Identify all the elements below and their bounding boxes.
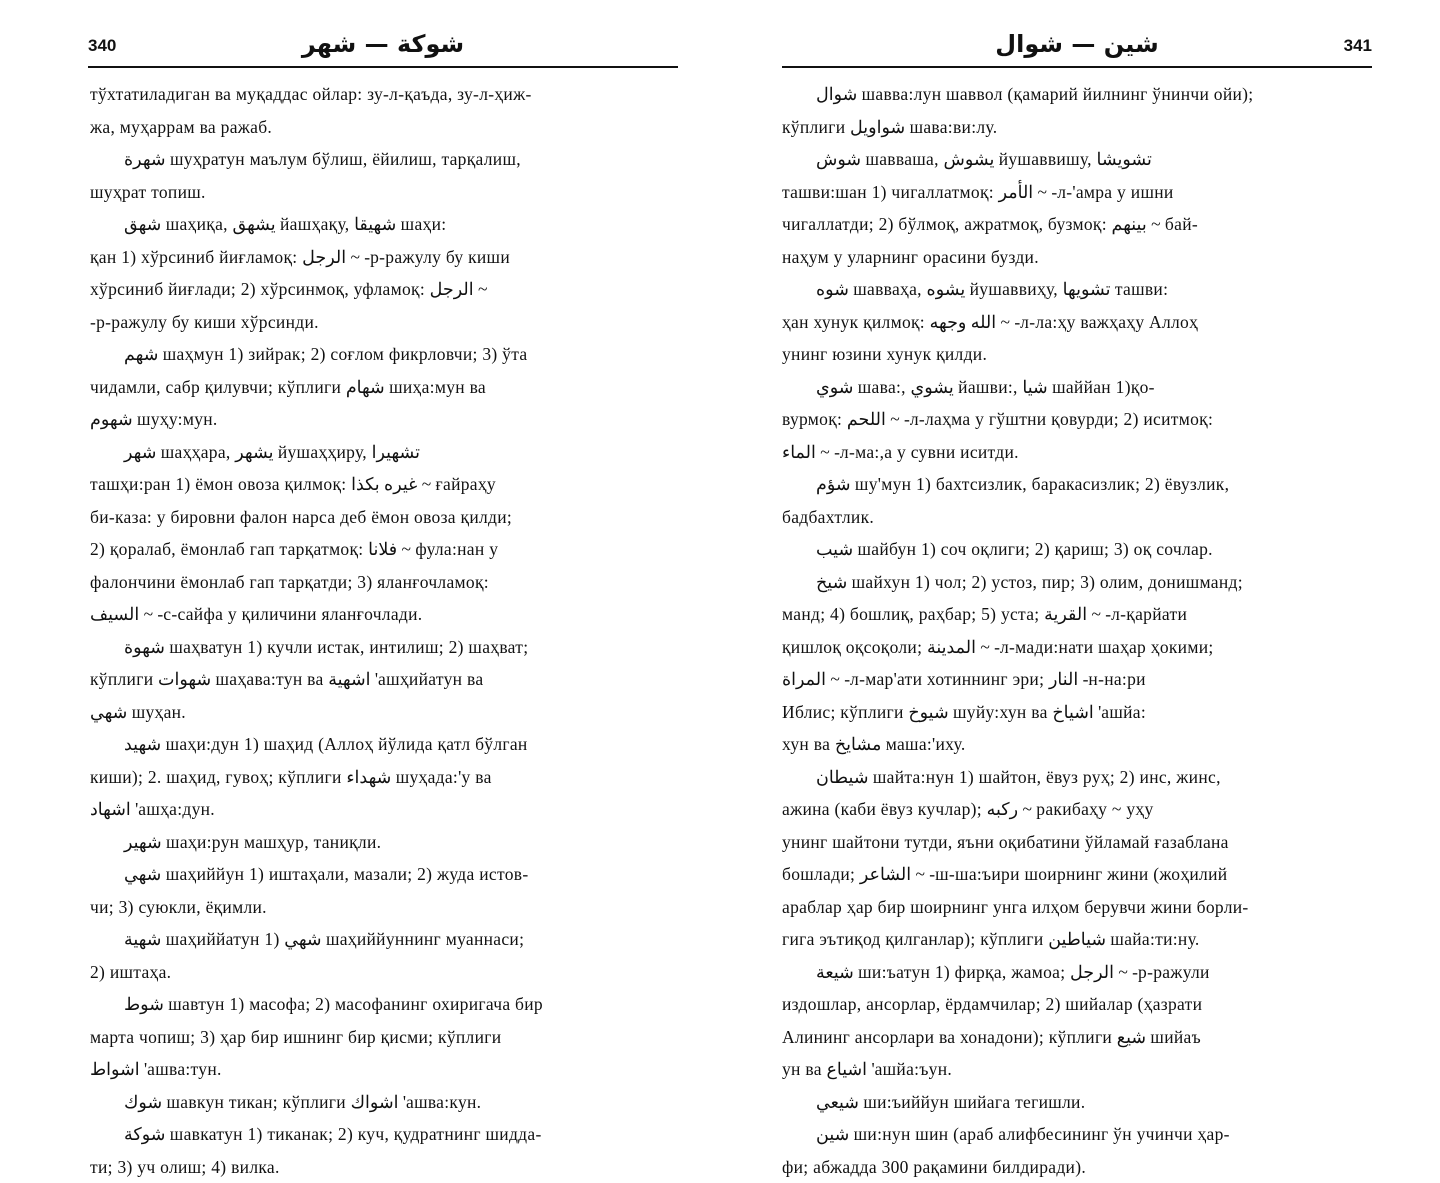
text-line: марта чопиш; 3) ҳар бир ишнинг бир қисми; кўплиги [90, 1021, 678, 1054]
text-line: 2) иштаҳа. [90, 956, 678, 989]
right-page-text [782, 78, 1372, 1183]
text-line: ти; 3) уч олиш; 4) вилка. [90, 1151, 678, 1183]
text-line: кўплиги شواويل шава:ви:лу. [782, 111, 1372, 144]
text-line: شوال шавва:лун шаввол (қамарий йилнинг ўнинчи ойи); [782, 78, 1372, 111]
text-line: -р-ражулу бу киши хўрсинди. [90, 306, 678, 339]
text-line: شيعي ши:ъиййун шийага тегишли. [782, 1086, 1372, 1119]
right-page-number: 341 [1344, 36, 1372, 56]
text-line: المراة ~ -л-мар'ати хотиннинг эри; النار -н-на:ри [782, 663, 1372, 696]
text-line: ун ва اشياع 'ашйа:ъун. [782, 1053, 1372, 1086]
left-page-text [90, 78, 678, 1183]
text-line: شهير шаҳи:рун машҳур, таниқли. [90, 826, 678, 859]
text-line: фалончини ёмонлаб гап тарқатди; 3) яланғочламоқ: [90, 566, 678, 599]
text-line: киши); 2. шаҳид, гувоҳ; кўплиги شهداء шуҳада:'у ва [90, 761, 678, 794]
text-line: шуҳрат топиш. [90, 176, 678, 209]
text-line: ҳан хунук қилмоқ: الله وجهه ~ -л-ла:ҳу важҳаҳу Аллоҳ [782, 306, 1372, 339]
text-line: чи; 3) суюкли, ёқимли. [90, 891, 678, 924]
text-line: қан 1) хўрсиниб йиғламоқ: الرجل ~ -р-ражулу бу киши [90, 241, 678, 274]
text-line: شهم шаҳмун 1) зийрак; 2) соғлом фикрловчи; 3) ўта [90, 338, 678, 371]
text-line: чидамли, сабр қилувчи; кўплиги شهام шиҳа:мун ва [90, 371, 678, 404]
text-line: شيطان шайта:нун 1) шайтон, ёвуз руҳ; 2) инс, жинс, [782, 761, 1372, 794]
text-line: شيخ шайхун 1) чол; 2) устоз, пир; 3) олим, донишманд; [782, 566, 1372, 599]
text-line: наҳум у уларнинг орасини бузди. [782, 241, 1372, 274]
text-line: қишлоқ оқсоқоли; المدينة ~ -л-мади:нати шаҳар ҳокими; [782, 631, 1372, 664]
text-line: اشهاد 'ашҳа:дун. [90, 793, 678, 826]
text-line: би-каза: у бировни фалон нарса деб ёмон овоза қилди; [90, 501, 678, 534]
text-line: гига эътиқод қилганлар); кўплиги شياطين шайа:ти:ну. [782, 923, 1372, 956]
text-line: شوه шавваҳа, يشوه йушаввиҳу, تشويها ташви: [782, 273, 1372, 306]
text-line: شهي шаҳиййун 1) иштаҳали, мазали; 2) жуда истов- [90, 858, 678, 891]
text-line: شين ши:нун шин (араб алифбесининг ўн учинчи ҳар- [782, 1118, 1372, 1151]
text-line: شؤم шу'мун 1) бахтсизлик, баракасизлик; 2) ёвузлик, [782, 468, 1372, 501]
text-line: الماء ~ -л-ма:,а у сувни иситди. [782, 436, 1372, 469]
text-line: Иблис; кўплиги شيوخ шуйу:хун ва اشياخ 'ашйа: [782, 696, 1372, 729]
text-line: شوش шавваша, يشوش йушаввишу, تشويشا [782, 143, 1372, 176]
text-line: кўплиги شهوات шаҳава:тун ва اشهية 'ашҳийатун ва [90, 663, 678, 696]
text-line: бадбахтлик. [782, 501, 1372, 534]
text-line: شيب шайбун 1) соч оқлиги; 2) қариш; 3) оқ сочлар. [782, 533, 1372, 566]
text-line: السيف ~ -с-сайфа у қиличини яланғочлади. [90, 598, 678, 631]
text-line: شوي шава:, يشوي йашви:, شيا шаййан 1)қо- [782, 371, 1372, 404]
text-line: чигаллатди; 2) бўлмоқ, ажратмоқ, бузмоқ: بينهم ~ бай- [782, 208, 1372, 241]
text-line: тўхтатиладиган ва муқаддас ойлар: зу-л-қаъда, зу-л-ҳиж- [90, 78, 678, 111]
text-line: хун ва مشايخ маша:'иху. [782, 728, 1372, 761]
text-line: манд; 4) бошлиқ, раҳбар; 5) уста; القرية ~ -л-қарйати [782, 598, 1372, 631]
text-line: 2) қоралаб, ёмонлаб гап тарқатмоқ: فلانا ~ фула:нан у [90, 533, 678, 566]
text-line: شهيد шаҳи:дун 1) шаҳид (Аллоҳ йўлида қатл бўлган [90, 728, 678, 761]
text-line: ажина (каби ёвуз кучлар); ركبه ~ ракибаҳу ~ уҳу [782, 793, 1372, 826]
text-line: жа, муҳаррам ва ражаб. [90, 111, 678, 144]
text-line: бошлади; الشاعر ~ -ш-ша:ъири шоирнинг жини (жоҳилий [782, 858, 1372, 891]
text-line: شهر шаҳҳара, يشهر йушаҳҳиру, تشهيرا [90, 436, 678, 469]
text-line: Алининг ансорлари ва хонадони); кўплиги شيع шийаъ [782, 1021, 1372, 1054]
right-page [720, 0, 1440, 1114]
right-header-title: شين — شوال [782, 30, 1372, 58]
text-line: унинг юзини хунук қилди. [782, 338, 1372, 371]
text-line: фи; абжадда 300 рақамини билдиради). [782, 1151, 1372, 1183]
text-line: شوك шавкун тикан; кўплиги اشواك 'ашва:кун. [90, 1086, 678, 1119]
text-line: شهوة шаҳватун 1) кучли истак, интилиш; 2) шаҳват; [90, 631, 678, 664]
left-header-title: شوكة — شهر [88, 30, 678, 58]
text-line: хўрсиниб йиғлади; 2) хўрсинмоқ, уфламоқ: الرجل ~ [90, 273, 678, 306]
right-page-header [782, 30, 1372, 68]
left-page-number: 340 [88, 36, 116, 56]
text-line: شهية шаҳиййатун 1) شهي шаҳиййуннинг муаннаси; [90, 923, 678, 956]
text-line: شهق шаҳиқа, يشهق йашҳақу, شهيقا шаҳи: [90, 208, 678, 241]
text-line: ташви:шан 1) чигаллатмоқ: الأمر ~ -л-'амра у ишни [782, 176, 1372, 209]
text-line: اشواط 'ашва:тун. [90, 1053, 678, 1086]
text-line: унинг шайтони тутди, яъни оқибатини ўйламай ғазаблана [782, 826, 1372, 859]
text-line: شهي шуҳан. [90, 696, 678, 729]
text-line: вурмоқ: اللحم ~ -л-лаҳма у гўштни қовурди; 2) иситмоқ: [782, 403, 1372, 436]
text-line: شهوم шуҳу:мун. [90, 403, 678, 436]
text-line: араблар ҳар бир шоирнинг унга илҳом берувчи жини борли- [782, 891, 1372, 924]
text-line: شوط шавтун 1) масофа; 2) масофанинг охиригача бир [90, 988, 678, 1021]
text-line: شهرة шуҳратун маълум бўлиш, ёйилиш, тарқалиш, [90, 143, 678, 176]
left-page [0, 0, 720, 1114]
text-line: شيعة ши:ъатун 1) фирқа, жамоа; الرجل ~ -р-ражули [782, 956, 1372, 989]
text-line: شوكة шавкатун 1) тиканак; 2) куч, қудратнинг шидда- [90, 1118, 678, 1151]
left-page-header [88, 30, 678, 68]
text-line: издошлар, ансорлар, ёрдамчилар; 2) шийалар (ҳазрати [782, 988, 1372, 1021]
text-line: ташҳи:ран 1) ёмон овоза қилмоқ: غيره بكذا ~ ғайраҳу [90, 468, 678, 501]
